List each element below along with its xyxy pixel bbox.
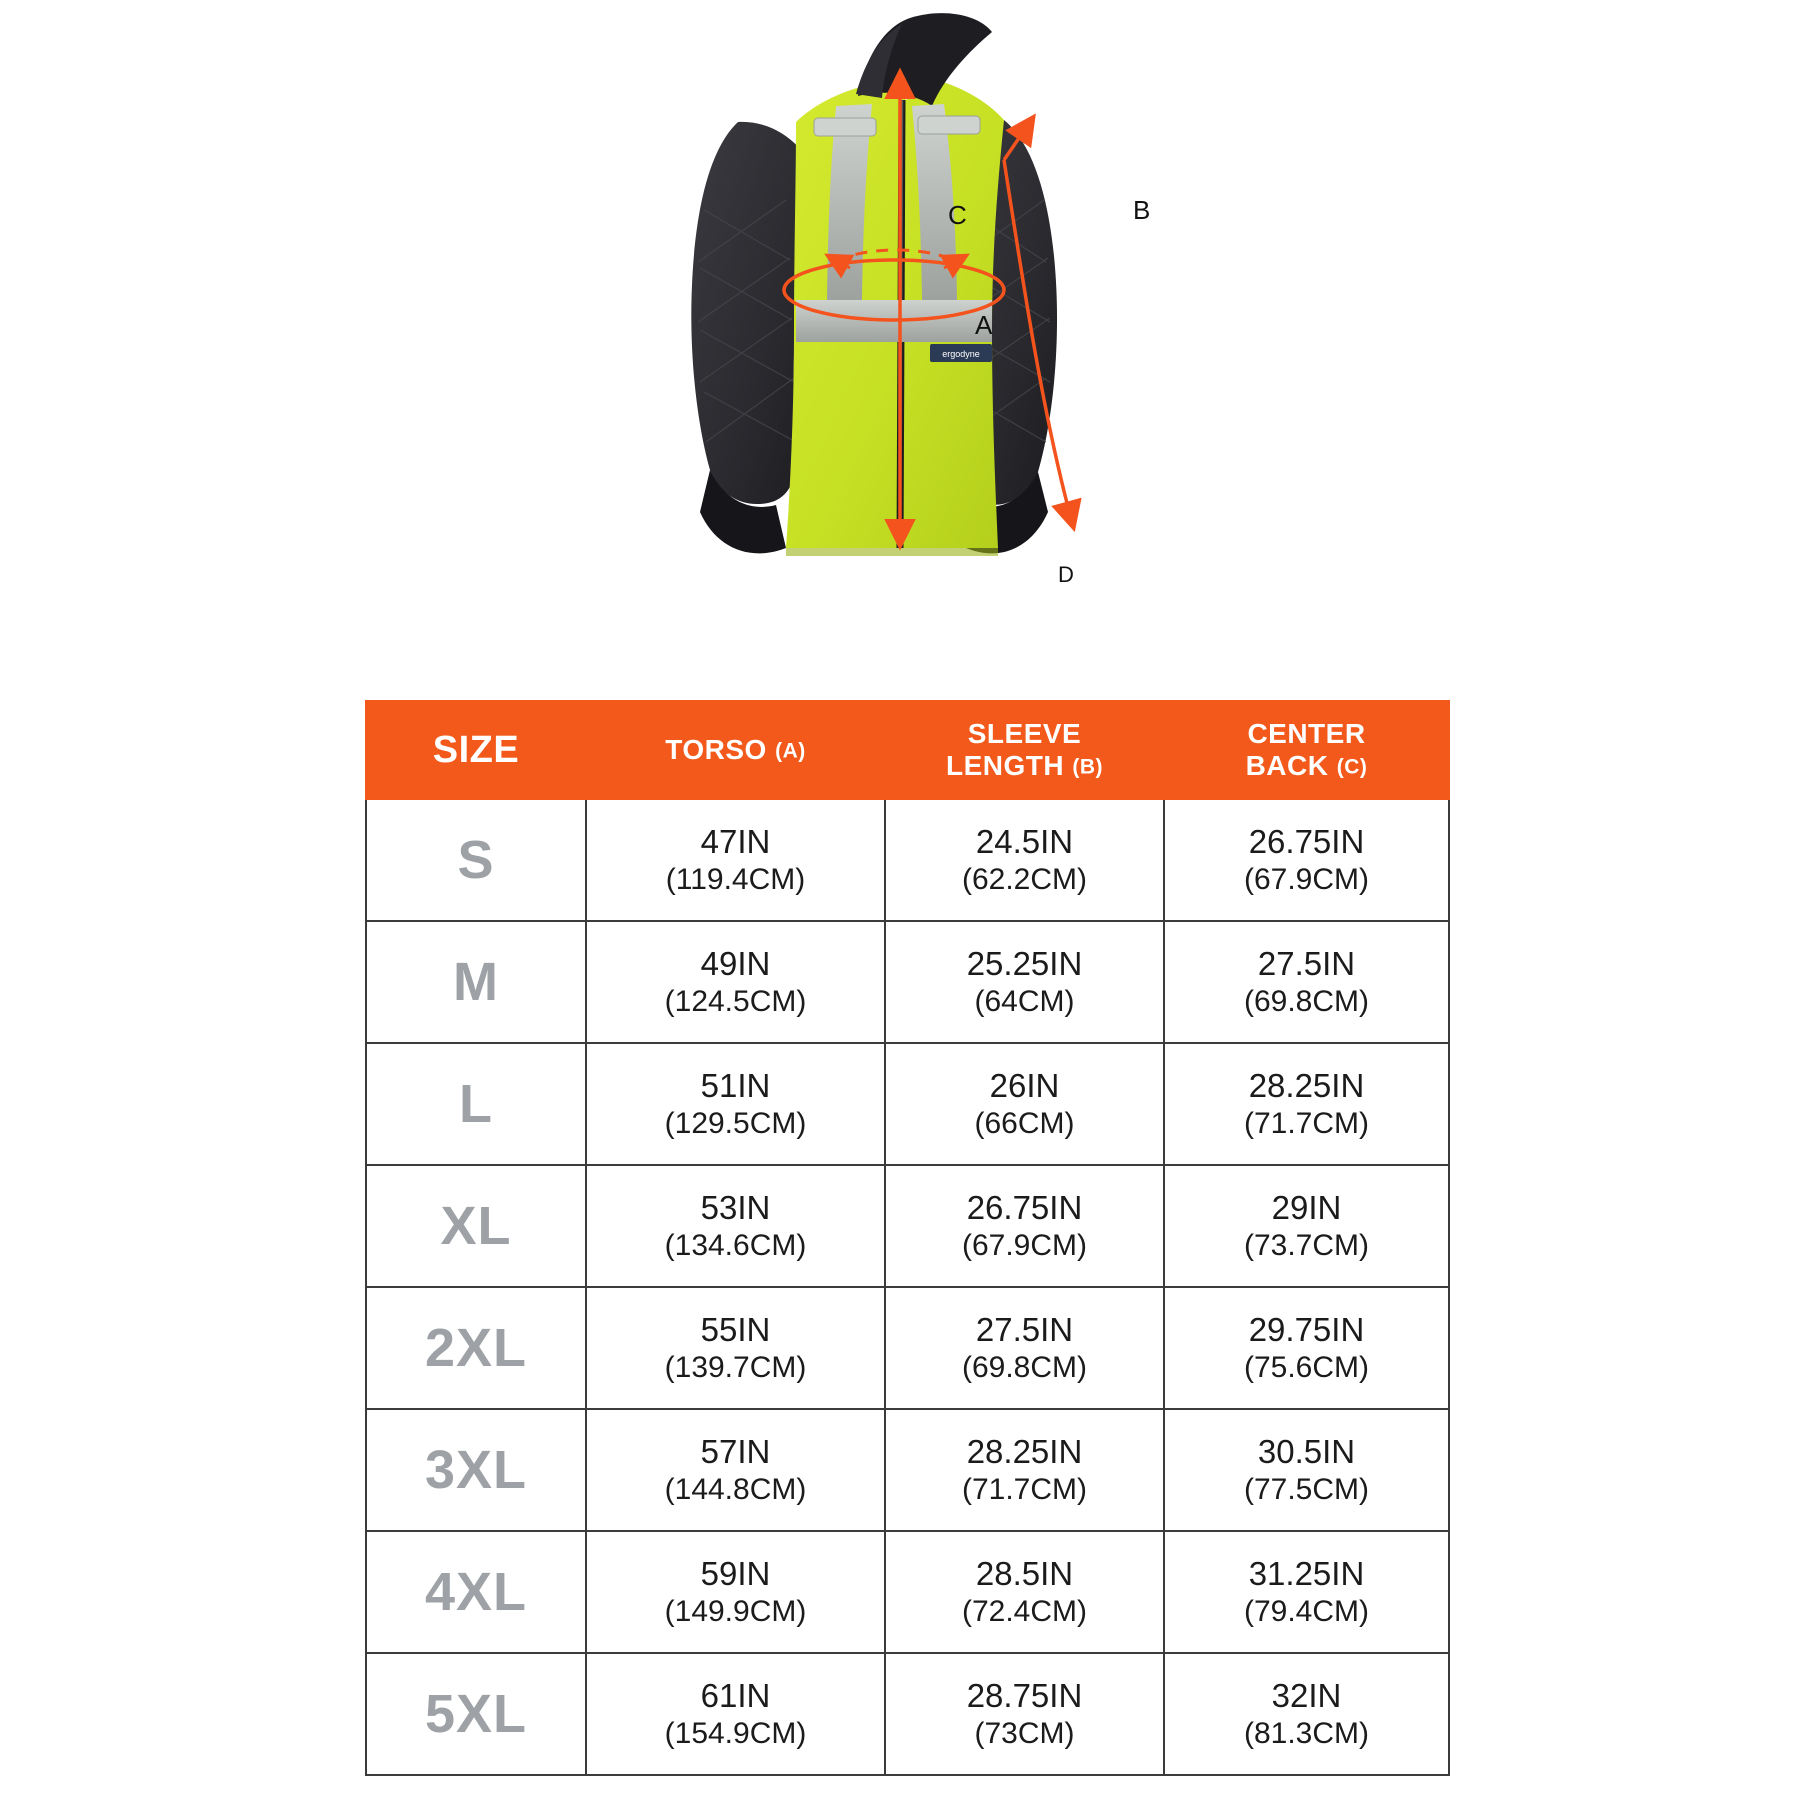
- table-row: [366, 1653, 1449, 1775]
- sleeve-cell-inches: 24.5IN: [975, 822, 1074, 860]
- sleeve-cell-cm: (72.4CM): [961, 1594, 1088, 1628]
- sleeve-cell: [885, 1287, 1164, 1409]
- header-row: [366, 701, 1449, 799]
- measure-label-a: A: [975, 310, 993, 340]
- center-back-cell-inches: 26.75IN: [1248, 822, 1365, 860]
- torso-cell-cm: (144.8CM): [664, 1472, 807, 1506]
- brand-tag-label: ergodyne: [942, 349, 980, 359]
- sleeve-cell-cm: (64CM): [974, 984, 1075, 1018]
- measure-label-b: B: [1133, 195, 1151, 225]
- torso-cell: [586, 921, 885, 1043]
- header-center-line2: BACK: [1245, 750, 1329, 781]
- sleeve-cell-cm: (73CM): [974, 1716, 1075, 1750]
- header-sleeve-key: (B): [1072, 755, 1104, 779]
- center-back-cell: [1164, 1653, 1449, 1775]
- header-sleeve: [885, 701, 1164, 799]
- size-cell: L: [366, 1043, 586, 1165]
- header-sleeve-line1: SLEEVE: [967, 717, 1082, 749]
- torso-cell-cm: (154.9CM): [664, 1716, 807, 1750]
- torso-cell-cm: (149.9CM): [664, 1594, 807, 1628]
- table-row: [366, 1409, 1449, 1531]
- table-row: [366, 1531, 1449, 1653]
- header-center-back: [1164, 701, 1449, 799]
- size-cell: 4XL: [366, 1531, 586, 1653]
- center-back-cell-inches: 29IN: [1271, 1188, 1342, 1226]
- header-torso: [586, 701, 885, 799]
- header-size: SIZE: [366, 701, 586, 799]
- sleeve-cell-cm: (67.9CM): [961, 1228, 1088, 1262]
- torso-cell-inches: 57IN: [700, 1432, 771, 1470]
- torso-cell-cm: (139.7CM): [664, 1350, 807, 1384]
- torso-cell-inches: 51IN: [700, 1066, 771, 1104]
- sleeve-cell-cm: (66CM): [974, 1106, 1075, 1140]
- table-row: [366, 799, 1449, 921]
- table-row: [366, 1165, 1449, 1287]
- sleeve-cell-cm: (69.8CM): [961, 1350, 1088, 1384]
- sleeve-cell-inches: 27.5IN: [975, 1310, 1074, 1348]
- sleeve-cell: [885, 1165, 1164, 1287]
- torso-cell: [586, 1165, 885, 1287]
- measure-label-c: C: [948, 200, 967, 230]
- torso-cell: [586, 799, 885, 921]
- torso-cell-cm: (134.6CM): [664, 1228, 807, 1262]
- torso-cell-cm: (129.5CM): [664, 1106, 807, 1140]
- sleeve-cell: [885, 1653, 1164, 1775]
- center-back-cell-cm: (67.9CM): [1243, 862, 1370, 896]
- header-center-line1: CENTER: [1247, 717, 1366, 749]
- sleeve-cell-inches: 28.75IN: [966, 1676, 1083, 1714]
- table-row: [366, 1043, 1449, 1165]
- size-cell: XL: [366, 1165, 586, 1287]
- center-back-cell-inches: 28.25IN: [1248, 1066, 1365, 1104]
- center-back-cell-cm: (75.6CM): [1243, 1350, 1370, 1384]
- sleeve-cell: [885, 1531, 1164, 1653]
- center-back-cell: [1164, 1409, 1449, 1531]
- size-chart: [365, 700, 1440, 1776]
- center-back-cell-inches: 32IN: [1271, 1676, 1342, 1714]
- measure-label-d: D: [1058, 562, 1074, 587]
- sleeve-cell-cm: (62.2CM): [961, 862, 1088, 896]
- sleeve-cell-cm: (71.7CM): [961, 1472, 1088, 1506]
- torso-cell: [586, 1287, 885, 1409]
- torso-cell-inches: 49IN: [700, 944, 771, 982]
- center-back-cell-inches: 30.5IN: [1257, 1432, 1356, 1470]
- center-back-cell-cm: (69.8CM): [1243, 984, 1370, 1018]
- shoulder-tab-left: [814, 118, 876, 136]
- jacket-graphic: [600, 0, 1160, 660]
- shoulder-tab-right: [918, 116, 980, 134]
- center-back-cell-cm: (77.5CM): [1243, 1472, 1370, 1506]
- center-back-cell-cm: (79.4CM): [1243, 1594, 1370, 1628]
- center-back-cell: [1164, 1043, 1449, 1165]
- size-cell: S: [366, 799, 586, 921]
- jacket-illustration: [0, 0, 1800, 690]
- sleeve-cell-inches: 26IN: [989, 1066, 1060, 1104]
- sleeve-cell: [885, 921, 1164, 1043]
- sleeve-cell-inches: 25.25IN: [966, 944, 1083, 982]
- size-cell: 2XL: [366, 1287, 586, 1409]
- torso-cell-inches: 55IN: [700, 1310, 771, 1348]
- center-back-cell-inches: 27.5IN: [1257, 944, 1356, 982]
- torso-cell-inches: 59IN: [700, 1554, 771, 1592]
- table-row: [366, 1287, 1449, 1409]
- center-back-cell: [1164, 1287, 1449, 1409]
- center-back-cell-cm: (81.3CM): [1243, 1716, 1370, 1750]
- size-chart-head: [366, 701, 1449, 799]
- torso-cell: [586, 1409, 885, 1531]
- center-back-cell-cm: (71.7CM): [1243, 1106, 1370, 1140]
- torso-cell-cm: (119.4CM): [665, 862, 806, 896]
- hem: [786, 548, 998, 556]
- size-cell: 5XL: [366, 1653, 586, 1775]
- header-torso-key: (A): [775, 739, 806, 763]
- center-back-cell: [1164, 799, 1449, 921]
- sleeve-cell-inches: 26.75IN: [966, 1188, 1083, 1226]
- torso-cell-inches: 53IN: [700, 1188, 771, 1226]
- torso-cell: [586, 1653, 885, 1775]
- table-row: [366, 921, 1449, 1043]
- torso-cell-inches: 47IN: [700, 822, 771, 860]
- header-center-key: (C): [1336, 755, 1368, 779]
- torso-cell-cm: (124.5CM): [664, 984, 807, 1018]
- size-chart-table: [365, 700, 1450, 1776]
- center-back-cell: [1164, 921, 1449, 1043]
- torso-cell-inches: 61IN: [700, 1676, 771, 1714]
- sleeve-cell-inches: 28.5IN: [975, 1554, 1074, 1592]
- center-back-cell-inches: 31.25IN: [1248, 1554, 1365, 1592]
- size-cell: M: [366, 921, 586, 1043]
- sleeve-cell-inches: 28.25IN: [966, 1432, 1083, 1470]
- size-chart-body: [366, 799, 1449, 1775]
- torso-cell: [586, 1531, 885, 1653]
- sleeve-cell: [885, 799, 1164, 921]
- center-back-cell-inches: 29.75IN: [1248, 1310, 1365, 1348]
- sleeve-cell: [885, 1043, 1164, 1165]
- size-cell: 3XL: [366, 1409, 586, 1531]
- torso-cell: [586, 1043, 885, 1165]
- header-torso-label: TORSO: [665, 734, 767, 765]
- center-back-cell: [1164, 1165, 1449, 1287]
- center-back-cell: [1164, 1531, 1449, 1653]
- center-back-cell-cm: (73.7CM): [1243, 1228, 1370, 1262]
- sleeve-cell: [885, 1409, 1164, 1531]
- header-sleeve-line2: LENGTH: [945, 750, 1065, 781]
